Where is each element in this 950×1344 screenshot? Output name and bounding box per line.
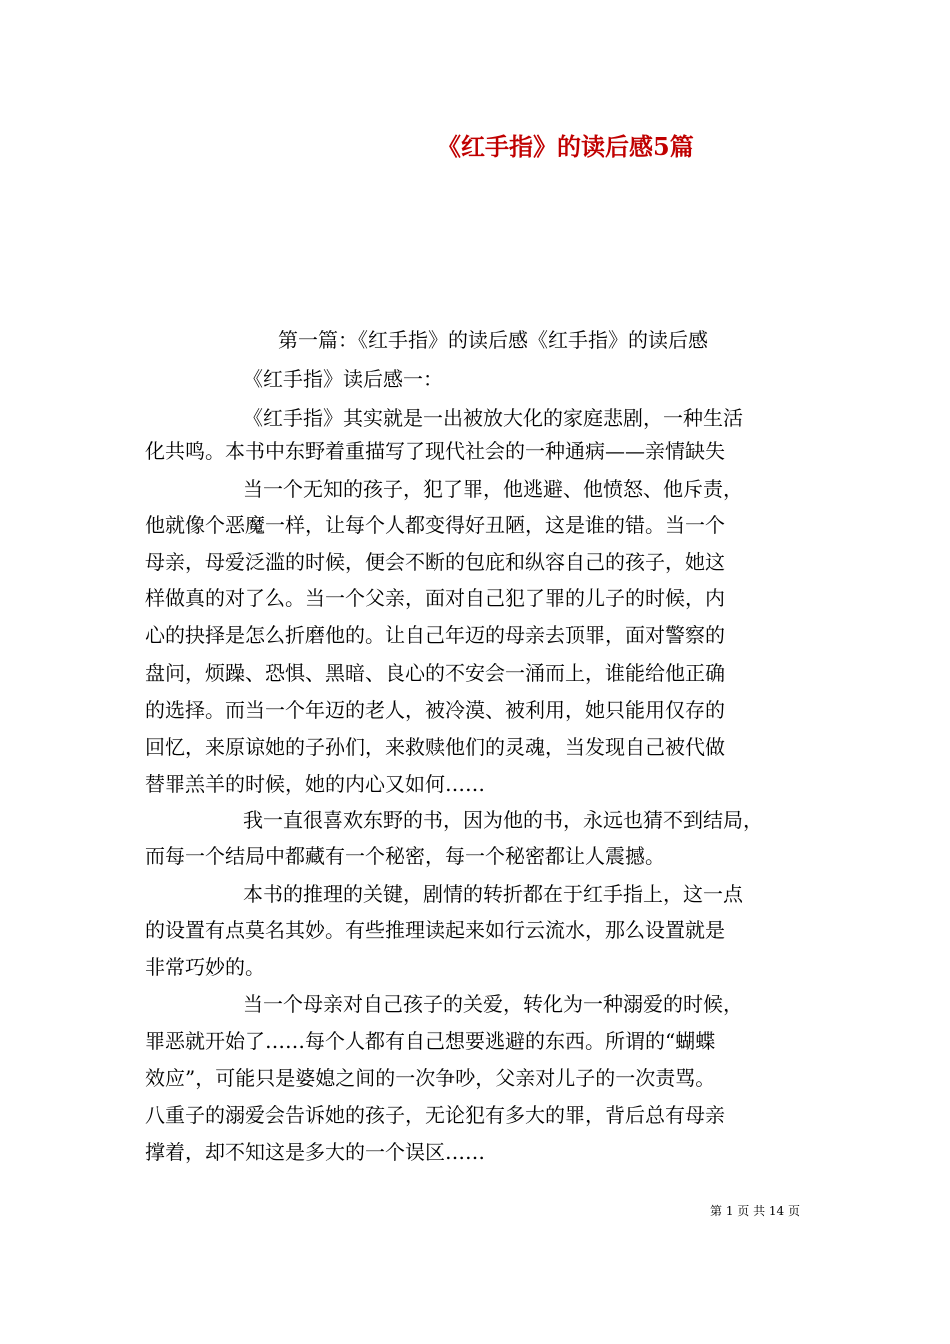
- body-line: 化共鸣。本书中东野着重描写了现代社会的一种通病——亲情缺失: [145, 439, 725, 463]
- page-number-footer: 第 1 页 共 14 页: [710, 1204, 800, 1218]
- body-line: 我一直很喜欢东野的书，因为他的书，永远也猜不到结局，: [243, 808, 763, 832]
- body-line: 心的抉择是怎么折磨他的。让自己年迈的母亲去顶罪，面对警察的: [145, 623, 725, 647]
- body-line: 他就像个恶魔一样，让每个人都变得好丑陋，这是谁的错。当一个: [145, 513, 725, 537]
- body-line: 第一篇：《红手指》的读后感《红手指》的读后感: [278, 328, 708, 352]
- body-line: 的选择。而当一个年迈的老人，被冷漠、被利用，她只能用仅存的: [145, 698, 725, 722]
- body-line: 《红手指》读后感一：: [243, 367, 443, 391]
- body-line: 当一个母亲对自己孩子的关爱，转化为一种溺爱的时候，: [243, 992, 743, 1016]
- body-line: 八重子的溺爱会告诉她的孩子，无论犯有多大的罪，背后总有母亲: [145, 1103, 725, 1127]
- body-line: 本书的推理的关键，剧情的转折都在于红手指上，这一点: [243, 882, 743, 906]
- body-line: 回忆，来原谅她的子孙们，来救赎他们的灵魂，当发现自己被代做: [145, 735, 725, 759]
- body-line: 而每一个结局中都藏有一个秘密，每一个秘密都让人震撼。: [145, 844, 665, 868]
- body-line: 样做真的对了么。当一个父亲，面对自己犯了罪的儿子的时候，内: [145, 586, 725, 610]
- body-line: 《红手指》其实就是一出被放大化的家庭悲剧，一种生活: [243, 406, 743, 430]
- body-line: 替罪羔羊的时候，她的内心又如何……: [145, 772, 485, 796]
- body-line: 罪恶就开始了……每个人都有自己想要逃避的东西。所谓的“蝴蝶: [145, 1029, 716, 1053]
- body-line: 的设置有点莫名其妙。有些推理读起来如行云流水，那么设置就是: [145, 918, 725, 942]
- body-line: 效应”，可能只是婆媳之间的一次争吵，父亲对儿子的一次责骂。: [145, 1066, 716, 1090]
- body-line: 盘问，烦躁、恐惧、黑暗、良心的不安会一涌而上，谁能给他正确: [145, 661, 725, 685]
- body-line: 撑着，却不知这是多大的一个误区……: [145, 1140, 485, 1164]
- document-title: 《红手指》的读后感5篇: [437, 132, 694, 161]
- body-line: 非常巧妙的。: [145, 955, 265, 979]
- body-line: 当一个无知的孩子，犯了罪，他逃避、他愤怒、他斥责，: [243, 477, 743, 501]
- body-line: 母亲，母爱泛滥的时候，便会不断的包庇和纵容自己的孩子，她这: [145, 550, 725, 574]
